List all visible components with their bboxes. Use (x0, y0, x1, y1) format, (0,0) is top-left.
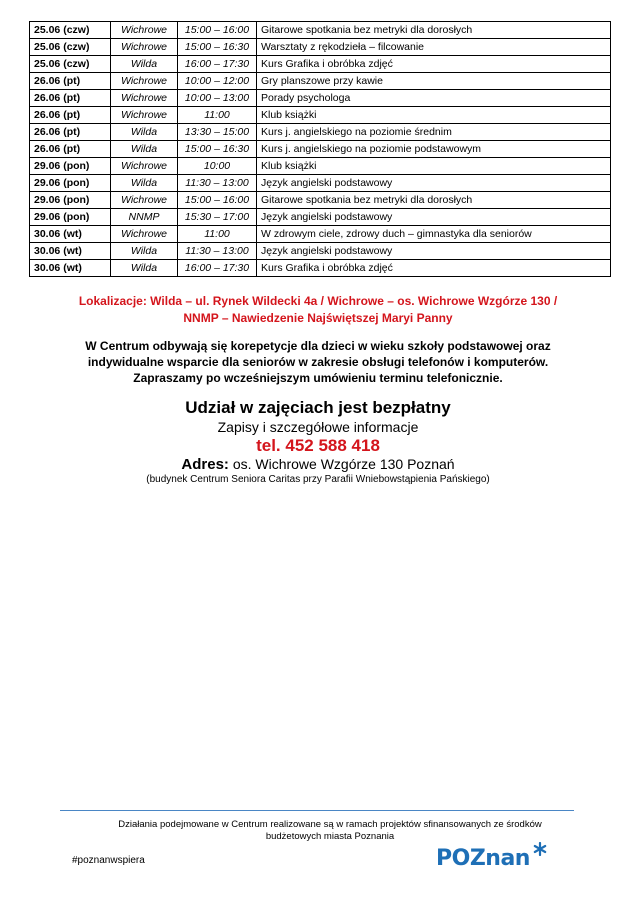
table-row (30, 192, 611, 209)
activity-cell: Gry planszowe przy kawie (257, 73, 611, 90)
time-cell: 10:00 – 12:00 (178, 73, 257, 90)
table-row (30, 107, 611, 124)
time-cell: 11:00 (178, 107, 257, 124)
activity-cell: Język angielski podstawowy (257, 243, 611, 260)
activity-cell: Gitarowe spotkania bez metryki dla dorosłych (257, 192, 611, 209)
location-cell: Wilda (111, 56, 178, 73)
activity-cell: Kurs Grafika i obróbka zdjęć (257, 56, 611, 73)
activity-cell: Kurs j. angielskiego na poziomie średnim (257, 124, 611, 141)
table-row (30, 158, 611, 175)
date-cell: 26.06 (pt) (30, 90, 111, 107)
location-cell: Wichrowe (111, 73, 178, 90)
activity-cell: Kurs Grafika i obróbka zdjęć (257, 260, 611, 277)
activity-cell: Gitarowe spotkania bez metryki dla dorosłych (257, 22, 611, 39)
location-cell: NNMP (111, 209, 178, 226)
info-line-2: indywidualne wsparcie dla seniorów w zakresie obsługi telefonów i komputerów. (87, 355, 549, 369)
locations-line-1: Lokalizacje: Wilda – ul. Rynek Wildecki 4a / Wichrowe – os. Wichrowe Wzgórze 130 / (78, 294, 558, 308)
table-row (30, 90, 611, 107)
locations-line-2: NNMP – Nawiedzenie Najświętszej Maryi Panny (183, 311, 453, 325)
schedule-table (29, 21, 611, 277)
footer-note-line-1: Działania podejmowane w Centrum realizowane są w ramach projektów sfinansowanych ze środków (118, 819, 542, 830)
activity-cell: W zdrowym ciele, zdrowy duch – gimnastyka dla seniorów (257, 226, 611, 243)
table-row (30, 22, 611, 39)
table-row (30, 56, 611, 73)
address-value: os. Wichrowe Wzgórze 130 Poznań (232, 456, 455, 472)
table-row (30, 175, 611, 192)
table-row (30, 73, 611, 90)
table-row (30, 141, 611, 158)
poznan-logo (436, 842, 556, 876)
time-cell: 15:00 – 16:30 (178, 141, 257, 158)
table-row (30, 226, 611, 243)
star-asterisk-icon (533, 842, 547, 856)
date-cell: 25.06 (czw) (30, 56, 111, 73)
time-cell: 10:00 – 13:00 (178, 90, 257, 107)
location-cell: Wichrowe (111, 158, 178, 175)
date-cell: 29.06 (pon) (30, 175, 111, 192)
table-row (30, 260, 611, 277)
location-cell: Wichrowe (111, 192, 178, 209)
location-cell: Wilda (111, 243, 178, 260)
table-row (30, 209, 611, 226)
time-cell: 11:00 (178, 226, 257, 243)
location-cell: Wilda (111, 141, 178, 158)
info-line-3: Zapraszamy po wcześniejszym umówieniu terminu telefonicznie. (133, 371, 503, 385)
footer-note (80, 819, 580, 843)
date-cell: 30.06 (wt) (30, 260, 111, 277)
location-cell: Wilda (111, 175, 178, 192)
activity-cell: Język angielski podstawowy (257, 175, 611, 192)
date-cell: 29.06 (pon) (30, 192, 111, 209)
address-note: (budynek Centrum Seniora Caritas przy Parafii Wniebowstąpienia Pańskiego) (146, 474, 490, 485)
address (40, 455, 596, 474)
date-cell: 26.06 (pt) (30, 124, 111, 141)
table-row (30, 243, 611, 260)
time-cell: 15:00 – 16:00 (178, 22, 257, 39)
location-cell: Wichrowe (111, 107, 178, 124)
time-cell: 16:00 – 17:30 (178, 260, 257, 277)
location-cell: Wichrowe (111, 22, 178, 39)
hashtag: #poznanwspiera (72, 855, 145, 866)
time-cell: 15:00 – 16:30 (178, 39, 257, 56)
logo-text: POZnan (436, 846, 530, 871)
date-cell: 25.06 (czw) (30, 22, 111, 39)
address-label: Adres: (181, 456, 229, 473)
date-cell: 30.06 (wt) (30, 243, 111, 260)
signup-text: Zapisy i szczegółowe informacje (217, 419, 419, 435)
location-cell: Wichrowe (111, 90, 178, 107)
time-cell: 11:30 – 13:00 (178, 175, 257, 192)
activity-cell: Język angielski podstawowy (257, 209, 611, 226)
time-cell: 13:30 – 15:00 (178, 124, 257, 141)
date-cell: 26.06 (pt) (30, 73, 111, 90)
date-cell: 26.06 (pt) (30, 107, 111, 124)
time-cell: 10:00 (178, 158, 257, 175)
info-paragraph (40, 338, 596, 386)
date-cell: 29.06 (pon) (30, 209, 111, 226)
table-row (30, 39, 611, 56)
time-cell: 11:30 – 13:00 (178, 243, 257, 260)
activity-cell: Porady psychologa (257, 90, 611, 107)
activity-cell: Klub książki (257, 107, 611, 124)
phone-number: tel. 452 588 418 (256, 436, 380, 455)
locations-note (40, 293, 596, 327)
location-cell: Wilda (111, 124, 178, 141)
free-participation-heading: Udział w zajęciach jest bezpłatny (185, 398, 451, 417)
date-cell: 25.06 (czw) (30, 39, 111, 56)
activity-cell: Klub książki (257, 158, 611, 175)
date-cell: 30.06 (wt) (30, 226, 111, 243)
date-cell: 26.06 (pt) (30, 141, 111, 158)
location-cell: Wichrowe (111, 39, 178, 56)
table-row (30, 124, 611, 141)
time-cell: 15:30 – 17:00 (178, 209, 257, 226)
location-cell: Wichrowe (111, 226, 178, 243)
location-cell: Wilda (111, 260, 178, 277)
activity-cell: Warsztaty z rękodzieła – filcowanie (257, 39, 611, 56)
time-cell: 15:00 – 16:00 (178, 192, 257, 209)
footer-note-line-2: budżetowych miasta Poznania (265, 831, 395, 842)
date-cell: 29.06 (pon) (30, 158, 111, 175)
schedule-table-body (30, 22, 611, 277)
footer-divider (60, 810, 574, 811)
activity-cell: Kurs j. angielskiego na poziomie podstawowym (257, 141, 611, 158)
info-line-1: W Centrum odbywają się korepetycje dla dzieci w wieku szkoły podstawowej oraz (85, 339, 551, 353)
time-cell: 16:00 – 17:30 (178, 56, 257, 73)
